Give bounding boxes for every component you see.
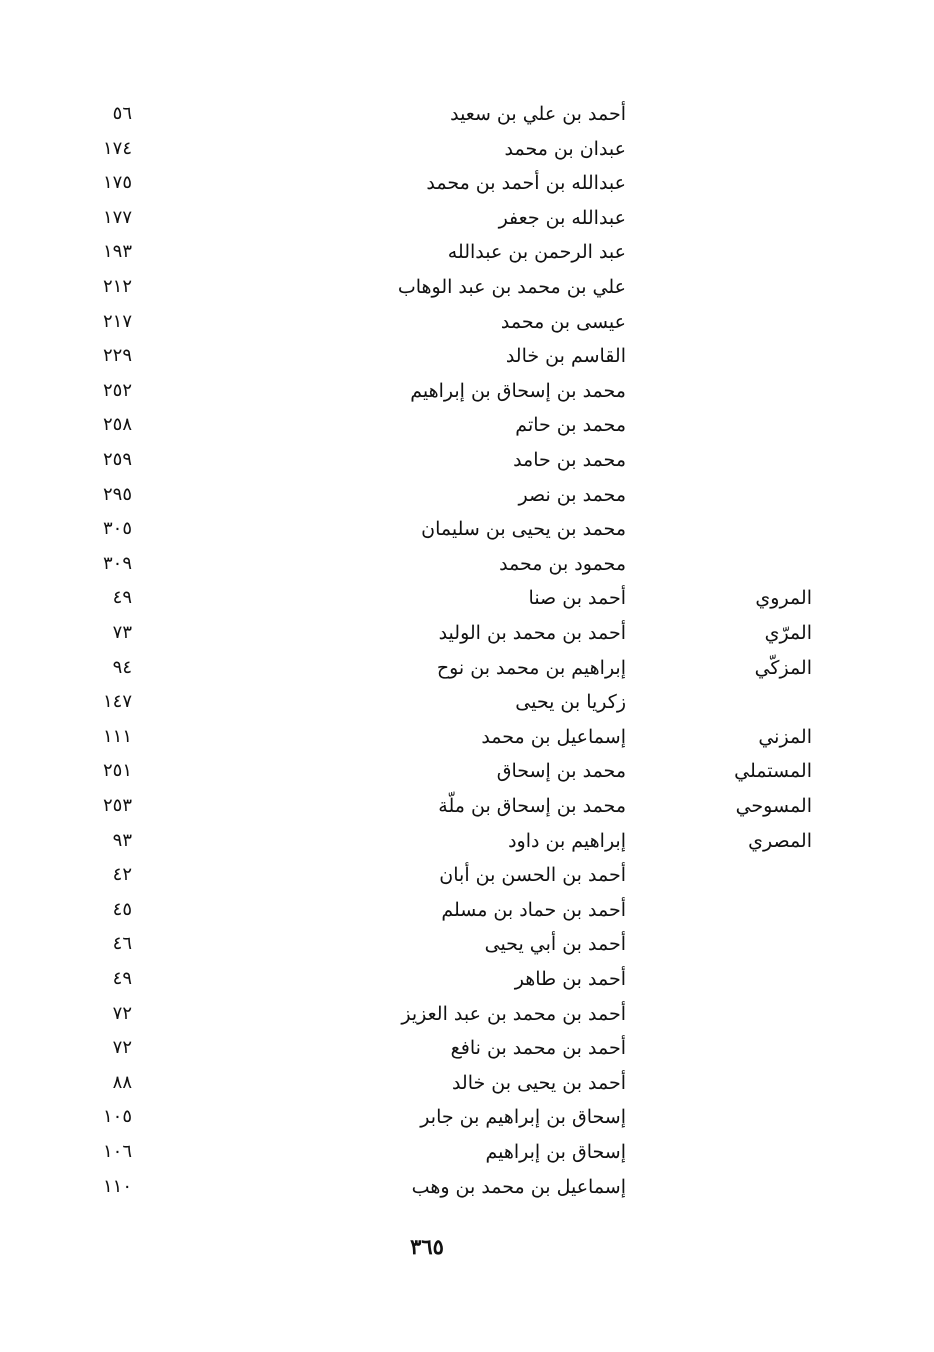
- entry-page-number: ٢٩٥: [102, 483, 132, 505]
- entry-name: أحمد بن محمد بن الوليد: [438, 622, 626, 644]
- entry-page-number: ٢٥٩: [102, 449, 132, 470]
- entry-name: محمد بن إسحاق بن إبراهيم: [410, 379, 626, 402]
- entry-page-number: ١٧٤: [102, 137, 132, 159]
- index-entry-row: [0, 997, 934, 1031]
- index-entry-row: [0, 235, 934, 269]
- page-number: ٣٦٥: [410, 1234, 444, 1259]
- index-entry-row: [0, 339, 934, 373]
- entry-page-number: ٤٩: [112, 587, 132, 609]
- entry-page-number: ٨٨: [112, 1071, 132, 1093]
- entry-page-number: ٢١٢: [102, 276, 132, 297]
- entry-name: أحمد بن الحسن بن أبان: [439, 864, 626, 887]
- index-entry-row: [0, 166, 934, 200]
- entry-name: أحمد بن حماد بن مسلم: [441, 898, 626, 921]
- index-entry-row: [0, 270, 934, 304]
- entry-name: إسحاق بن إبراهيم: [485, 1141, 626, 1163]
- entry-name: محمود بن محمد: [499, 552, 626, 575]
- entry-name: محمد بن يحيى بن سليمان: [421, 518, 626, 541]
- index-entry-row: [0, 754, 934, 788]
- entry-page-number: ١٠٦: [102, 1141, 132, 1162]
- entry-name: أحمد بن أبي يحيى: [484, 933, 626, 956]
- entry-nisba: المروي: [755, 587, 812, 610]
- entry-name: عبد الرحمن بن عبدالله: [447, 241, 626, 264]
- entry-page-number: ٤٥: [112, 898, 132, 920]
- index-entry-row: [0, 789, 934, 823]
- entry-page-number: ١٩٣: [102, 241, 132, 263]
- entry-name: محمد بن إسحاق: [496, 760, 626, 783]
- index-entry-row: [0, 1100, 934, 1134]
- entry-page-number: ٢١٧: [102, 310, 132, 332]
- index-entry-row: [0, 305, 934, 339]
- entry-name: زكريا بن يحيى: [515, 691, 626, 714]
- entry-page-number: ١٠٥: [102, 1106, 132, 1128]
- entry-nisba: المرّي: [764, 622, 812, 644]
- index-entry-row: [0, 1031, 934, 1065]
- entry-page-number: ٣٠٥: [102, 518, 132, 540]
- entry-page-number: ١١٠: [102, 1175, 132, 1197]
- entry-name: أحمد بن محمد بن نافع: [450, 1037, 626, 1060]
- index-entry-row: [0, 685, 934, 719]
- entry-name: أحمد بن محمد بن عبد العزيز: [401, 1002, 626, 1025]
- index-entry-row: [0, 443, 934, 477]
- entry-page-number: ٧٢: [112, 1002, 132, 1024]
- index-entry-row: [0, 927, 934, 961]
- entry-name: أحمد بن طاهر: [514, 968, 626, 990]
- entry-name: عبدالله بن أحمد بن محمد: [426, 172, 626, 195]
- entry-page-number: ٤٦: [112, 933, 132, 955]
- entry-page-number: ٢٥٨: [102, 414, 132, 436]
- entry-name: عيسى بن محمد: [500, 310, 626, 333]
- entry-page-number: ٧٣: [112, 622, 132, 643]
- index-entry-row: [0, 512, 934, 546]
- entry-page-number: ٢٥٣: [102, 795, 132, 816]
- entry-name: أحمد بن علي بن سعيد: [450, 103, 626, 125]
- entry-name: إسماعيل بن محمد: [481, 725, 626, 748]
- entry-page-number: ٢٥١: [102, 760, 132, 782]
- entry-page-number: ٥٦: [112, 103, 132, 124]
- index-entry-row: [0, 720, 934, 754]
- index-entry-row: [0, 1170, 934, 1204]
- entry-page-number: ٩٣: [112, 829, 132, 851]
- entry-page-number: ٢٢٩: [102, 345, 132, 367]
- entry-name: عبدان بن محمد: [504, 137, 626, 160]
- entry-page-number: ٧٢: [112, 1037, 132, 1059]
- index-entry-row: [0, 962, 934, 996]
- entry-name: إبراهيم بن داود: [508, 829, 626, 852]
- index-entry-row: [0, 651, 934, 685]
- entry-page-number: ١٧٧: [102, 206, 132, 228]
- entry-name: إسماعيل بن محمد بن وهب: [411, 1175, 626, 1198]
- index-entry-row: [0, 547, 934, 581]
- entry-page-number: ٩٤: [112, 656, 132, 678]
- entry-nisba: المصري: [748, 829, 812, 852]
- entry-page-number: ٢٥٢: [102, 379, 132, 401]
- entry-nisba: المزكّي: [754, 656, 812, 679]
- entry-page-number: ٣٠٩: [102, 552, 132, 574]
- entry-page-number: ٤٩: [112, 968, 132, 989]
- entry-name: محمد بن حاتم: [515, 414, 626, 437]
- entry-name: محمد بن نصر: [518, 483, 626, 506]
- entry-name: أحمد بن يحيى بن خالد: [451, 1071, 626, 1094]
- entry-name: القاسم بن خالد: [505, 345, 626, 368]
- entry-name: إبراهيم بن محمد بن نوح: [436, 656, 626, 679]
- index-entry-row: [0, 893, 934, 927]
- index-entry-row: [0, 478, 934, 512]
- index-entry-row: [0, 374, 934, 408]
- index-entry-row: [0, 824, 934, 858]
- entry-name: إسحاق بن إبراهيم بن جابر: [420, 1106, 626, 1129]
- entry-nisba: المسوحي: [735, 795, 812, 817]
- index-entry-row: [0, 408, 934, 442]
- entry-name: محمد بن حامد: [513, 449, 626, 471]
- index-entry-row: [0, 858, 934, 892]
- entry-nisba: المستملي: [734, 760, 812, 783]
- entry-nisba: المزني: [758, 725, 812, 748]
- entry-name: علي بن محمد بن عبد الوهاب: [397, 276, 626, 298]
- index-entry-row: [0, 201, 934, 235]
- index-entry-row: [0, 581, 934, 615]
- entry-page-number: ١١١: [102, 725, 132, 747]
- entry-page-number: ١٤٧: [102, 691, 132, 713]
- entry-page-number: ٤٢: [112, 864, 132, 886]
- entry-name: عبدالله بن جعفر: [498, 206, 626, 229]
- index-entry-row: [0, 1135, 934, 1169]
- entry-name: أحمد بن صنا: [528, 587, 626, 610]
- entry-name: محمد بن إسحاق بن ملّة: [438, 795, 626, 817]
- index-entry-row: [0, 97, 934, 131]
- entry-page-number: ١٧٥: [102, 172, 132, 194]
- index-entry-row: [0, 616, 934, 650]
- index-entry-row: [0, 1066, 934, 1100]
- index-entry-row: [0, 132, 934, 166]
